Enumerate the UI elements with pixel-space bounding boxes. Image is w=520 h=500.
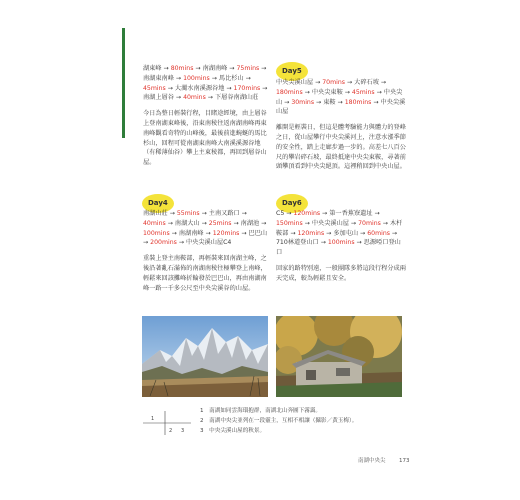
paragraph: 回家的路特別遠，一般團隊多將這段行程分成兩天完成，較為輕鬆且安全。: [276, 264, 406, 282]
day4-column: [143, 209, 271, 299]
route-duration: 170mins: [233, 84, 261, 92]
left-top-column: [143, 64, 271, 174]
route-duration: 70mins: [358, 219, 381, 227]
route-line: [276, 209, 406, 258]
route-segment: → 南湖大山 →: [165, 219, 209, 227]
route-duration: 180mins: [276, 88, 303, 96]
route-segment: → 多加屯山 →: [324, 229, 368, 237]
day5-column: [276, 78, 406, 178]
route-duration: 25mins: [208, 219, 232, 227]
route-duration: 120mins: [212, 229, 240, 237]
route-duration: 60mins: [367, 229, 390, 237]
paragraph: 離開是輕裝日，但這是體考驗能力與體力的登峰之日，從山屋攀行中央尖溪河上，注意水漲季節的安全性，踏上走廊步過一步的。高差七八百公尺的攀岩碎石坡，最終抵達中央尖東鞍，尋著前頭攀頂看到中央尖絕頂。這裡稍回到中央山屋。: [276, 124, 406, 171]
day6-column: [276, 209, 406, 290]
route-segment: 南湖山莊 →: [143, 210, 177, 217]
route-segment: → 東鞍 →: [314, 98, 345, 106]
day5-badge: Day5: [276, 62, 308, 81]
route-segment: → 南湖南峰 →: [193, 65, 237, 72]
grid-number-2: 2: [169, 428, 173, 434]
route-segment: C5 →: [276, 210, 294, 217]
route-segment: → 南湖上層谷 →: [143, 84, 268, 102]
route-duration: 100mins: [327, 239, 355, 247]
page-number: 173: [399, 458, 410, 464]
route-duration: 100mins: [183, 74, 210, 82]
route-segment: → 木杆鞍部 →: [276, 219, 403, 237]
route-line: [143, 209, 271, 248]
chapter-tab: [122, 28, 125, 138]
route-segment: 湖東峰 →: [143, 65, 171, 72]
route-duration: 40mins: [143, 219, 166, 227]
route-duration: 200mins: [150, 239, 177, 247]
route-segment: → 主南又路口 →: [199, 210, 247, 217]
day4-badge: Day4: [142, 194, 174, 213]
route-duration: 100mins: [143, 229, 170, 237]
route-duration: 70mins: [322, 79, 346, 86]
page-footer: [358, 456, 410, 464]
caption-3: 3 中央尖溪山屋的秋景。: [200, 428, 266, 434]
caption-2: 2 南湖中央尖並列在一段靈主，互相不相讓（攝影／黃玉梅）。: [200, 418, 358, 424]
photo-mountain-snow: [142, 316, 268, 397]
route-segment: → 中央尖溪山屋C4: [176, 239, 232, 247]
route-segment: → 巴巴山 →: [143, 229, 268, 247]
route-segment: → 中央尖東鞍 →: [302, 88, 352, 96]
route-duration: 180mins: [344, 98, 372, 106]
photo-layout-grid: [143, 411, 191, 435]
route-line: [276, 78, 406, 117]
route-duration: 40mins: [183, 94, 206, 102]
grid-number-3: 3: [181, 428, 185, 434]
route-segment: → 南湖池 →: [231, 219, 267, 227]
route-segment: → 大碎石坡 →: [345, 79, 387, 86]
route-segment: → 中央尖溪山屋: [276, 98, 406, 116]
caption-1: 1 南湖如同雲海環抱群，南湖北山奔圖下霧靄。: [200, 408, 322, 414]
route-duration: 80mins: [170, 65, 194, 72]
route-duration: 45mins: [143, 84, 166, 92]
route-segment: → 中央尖山 →: [276, 88, 403, 106]
route-duration: 120mins: [297, 229, 325, 237]
grid-number-1: 1: [151, 416, 155, 422]
route-segment: → 思源啞口登山口: [276, 239, 401, 257]
footer-section: 南湖中央尖: [358, 458, 386, 464]
route-duration: 120mins: [293, 210, 321, 217]
route-duration: 55mins: [176, 210, 200, 217]
paragraph: 今日為整日輕裝行程，目睹途經境，由上層谷上登南湖東峰後，沿東南稜往返南湖南峰再東南峰觀看奇特的山峰後，最後前進蜿蜒的馬比杉山，回程可從南湖東南峰大南溪溪源谷地（有稀薄仙谷）攀上主東稜都，再回到層谷山屋。: [143, 110, 267, 167]
route-segment: → 第一香蕉寮遺址 →: [320, 210, 380, 217]
route-line: [143, 64, 271, 103]
route-segment: 中央尖溪山屋 →: [276, 79, 323, 86]
route-segment: → 馬比杉山 →: [209, 74, 251, 82]
route-duration: 30mins: [291, 98, 315, 106]
route-segment: → 大濁水南溪源谷地 →: [165, 84, 234, 92]
route-segment: → 下層谷南湖山莊: [205, 94, 259, 102]
route-segment: → 710林道登山口 →: [276, 229, 398, 247]
route-segment: → 南湖南峰 →: [169, 229, 213, 237]
route-segment: → 中央尖溪山屋 →: [302, 219, 359, 227]
route-segment: → 南湖東南峰 →: [143, 65, 267, 82]
day6-badge: Day6: [276, 194, 308, 213]
route-duration: 75mins: [236, 65, 260, 72]
photo-captions: [200, 406, 410, 436]
paragraph: 重裝上登主南鞍部，再輕裝來回南湖主峰，之後沿著亂石滿佈的南湖南稜往極攀登上南峰，輕鬆來回該攤峰折輪發於巴巴山，再由南湖南峰一路一千多公尺至中央尖溪谷的山屋。: [143, 255, 267, 292]
route-duration: 150mins: [276, 219, 303, 227]
route-duration: 45mins: [351, 88, 375, 96]
photo-mountain-hut: [276, 316, 402, 397]
